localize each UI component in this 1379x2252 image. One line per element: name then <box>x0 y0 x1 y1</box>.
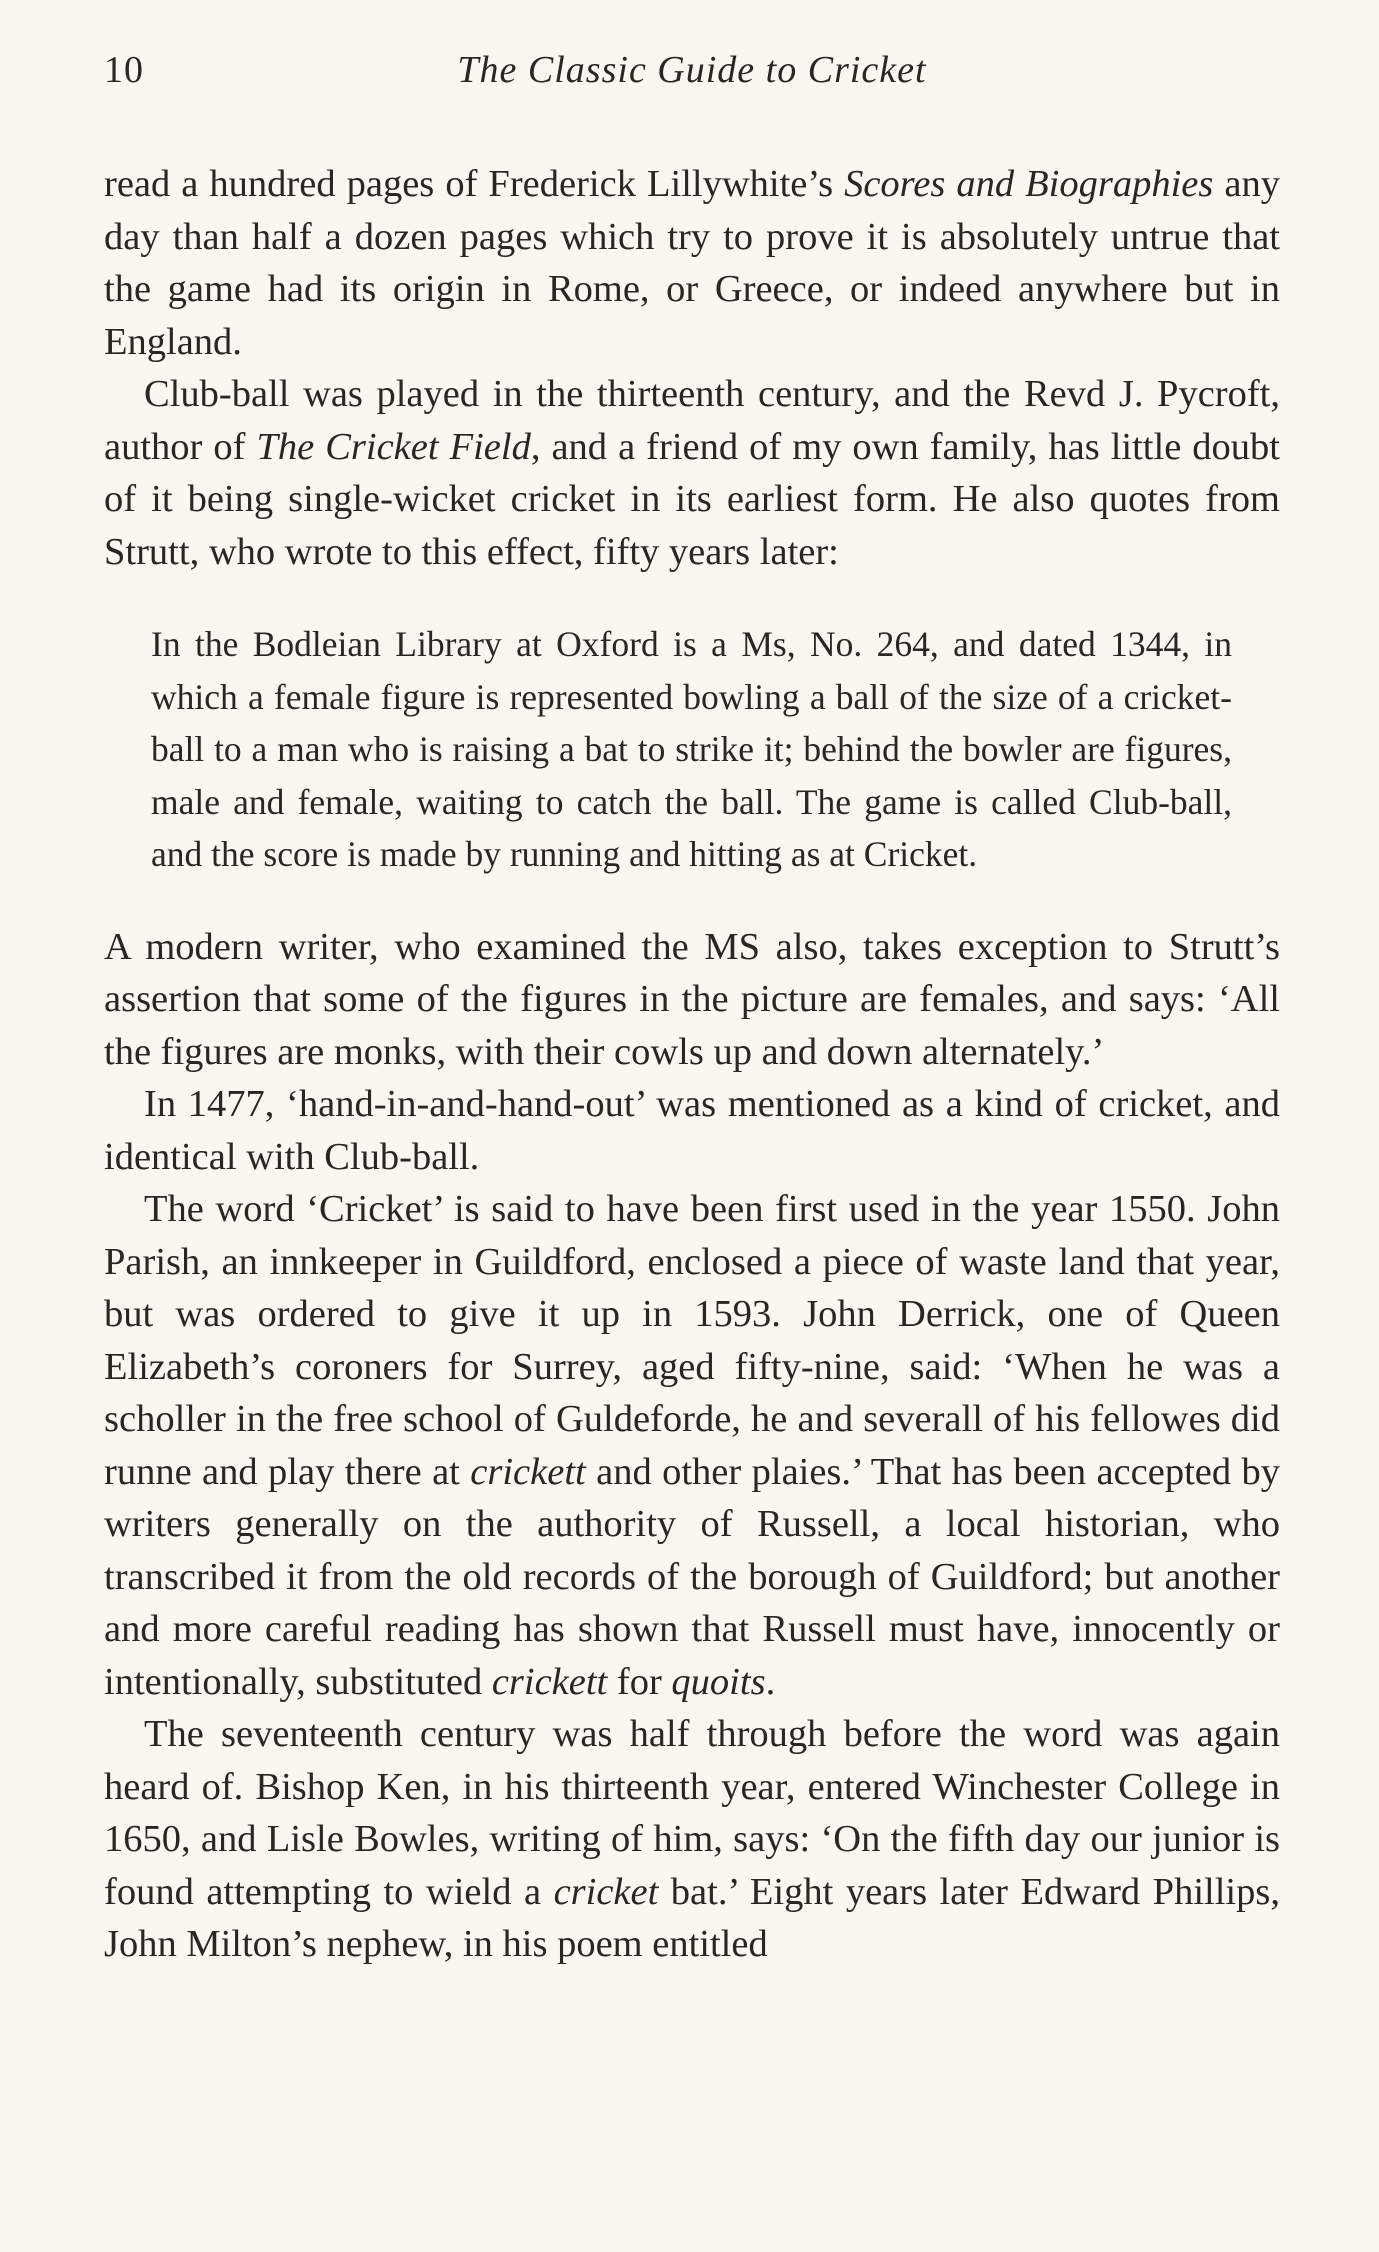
text-run: In the Bodleian Library at Oxford is a Ms, No. 264, and dated 1344, in which a female figure is represented bowling a ball of the size of a cricket-ball to a man who is raising a bat to strike it; behind the bowler are figures, male and female, waiting to catch the ball. The game is called Club-ball, and the score is made by running and hitting as at Cricket. <box>151 624 1232 874</box>
text-run: The word ‘Cricket’ is said to have been first used in the year 1550. John Parish, an innkeeper in Guildford, enclosed a piece of waste land that year, but was ordered to give it up in 1593. John Derrick, one of Queen Elizabeth’s coroners for Surrey, aged fifty-nine, said: ‘When he was a scholler in the free school of Guldeforde, he and severall of his fellowes did runne and play there at <box>104 1188 1280 1493</box>
paragraph <box>104 158 1280 368</box>
page-header <box>104 48 1280 98</box>
text-run: , and a friend of my own family, has little doubt of it being single-wicket cricket in its earliest form. He also quotes from Strutt, who wrote to this effect, fifty years later: <box>104 425 1280 573</box>
text-run: In 1477, ‘hand-in-and-hand-out’ was mentioned as a kind of cricket, and identical with Club-ball. <box>104 1083 1280 1178</box>
running-title: The Classic Guide to Cricket <box>457 49 927 91</box>
text-run: and other plaies.’ That has been accepted by writers generally on the authority of Russell, a local historian, who transcribed it from the old records of the borough of Guildford; but another and more careful reading has shown that Russell must have, innocently or intentionally, substituted <box>104 1450 1281 1703</box>
text-run: bat.’ Eight years later Edward Phillips, John Milton’s nephew, in his poem entitled <box>104 1870 1280 1965</box>
paragraph <box>104 1708 1280 1971</box>
text-run: . <box>765 1660 776 1703</box>
italic-text: quoits <box>671 1660 766 1703</box>
paragraph <box>104 1078 1280 1183</box>
text-run: Club-ball was played in the thirteenth century, and the Revd J. Pycroft, author of <box>104 373 1280 468</box>
text-run: read a hundred pages of Frederick Lillywhite’s <box>104 163 845 205</box>
italic-text: cricket <box>553 1870 659 1913</box>
text-run: The seventeenth century was half through before the word was again heard of. Bishop Ken, in his thirteenth year, entered Winchester College in 1650, and Lisle Bowles, writing of him, says: ‘On the fifth day our junior is found attempting to wield a <box>104 1713 1280 1913</box>
italic-text: Scores and Biographies <box>844 163 1214 205</box>
text-run: A modern writer, who examined the MS also, takes exception to Strutt’s assertion that some of the figures in the picture are females, and says: ‘All the figures are monks, with their cowls up and down alternately.’ <box>104 925 1280 1073</box>
text-run: any day than half a dozen pages which try to prove it is absolutely untrue that the game had its origin in Rome, or Greece, or indeed anywhere but in England. <box>104 163 1280 363</box>
body-text <box>104 158 1280 1971</box>
page-number: 10 <box>104 49 144 91</box>
block-quote <box>151 618 1232 881</box>
italic-text: crickett <box>491 1660 608 1703</box>
paragraph <box>104 368 1280 578</box>
italic-text: crickett <box>470 1450 586 1493</box>
text-run: for <box>607 1660 672 1703</box>
paragraph <box>104 921 1280 1079</box>
italic-text: The Cricket Field <box>256 425 531 468</box>
paragraph <box>104 1183 1280 1708</box>
